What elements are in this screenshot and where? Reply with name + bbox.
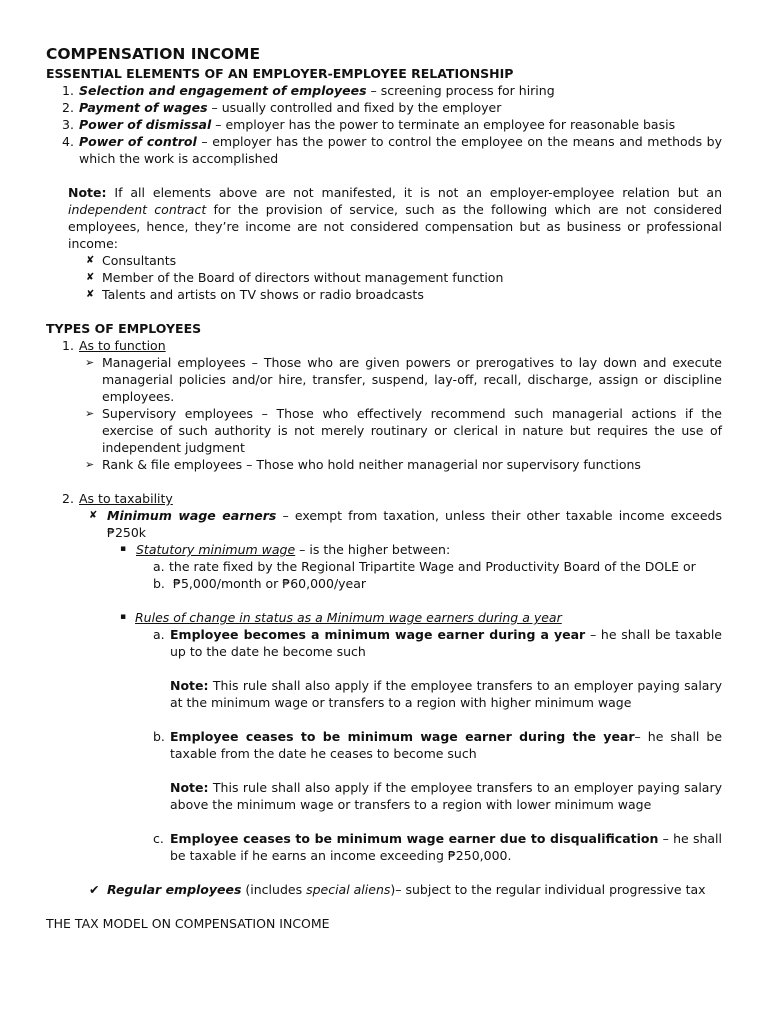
rule-note: Note: This rule shall also apply if the employee transfers to an employer paying salary at the minimum wage or transfers to a region with higher minimum wage [170, 678, 722, 710]
cross-icon: ✘ [89, 510, 98, 521]
list-item: ✘ Consultants [86, 253, 177, 268]
list-item: 4. Power of control – employer has the power to control the employee on the means and methods by which the work is accomplished [62, 134, 723, 166]
arrow-icon: ➢ [85, 458, 95, 471]
document-page [46, 44, 722, 932]
essential-list [46, 82, 722, 167]
checkmark-icon: ✔ [89, 882, 100, 897]
footer-heading: THE TAX MODEL ON COMPENSATION INCOME [46, 916, 330, 931]
function-list [46, 354, 722, 473]
types-heading: TYPES OF EMPLOYEES [46, 321, 202, 336]
note-bullets [46, 252, 722, 303]
function-heading: 1. As to function [62, 338, 166, 353]
note-paragraph: Note: If all elements above are not manifested, it is not an employer-employee relation but an independent contract for the provision of service, such as the following which are not considered employees, hence, they’re income are not considered compensation but as business or professional income: [68, 185, 723, 251]
statutory-item: ▪ Statutory minimum wage – is the higher between: [120, 542, 451, 557]
list-item: ✘ Talents and artists on TV shows or radio broadcasts [86, 287, 424, 302]
square-bullet-icon: ▪ [120, 544, 127, 554]
note-label: Note: [68, 185, 107, 200]
cross-icon: ✘ [86, 255, 95, 266]
square-bullet-icon: ▪ [120, 612, 127, 622]
rule-item: a. Employee becomes a minimum wage earner during a year – he shall be taxable up to the date he become such [153, 627, 722, 659]
list-item: ➢ Supervisory employees – Those who effectively recommend such managerial actions if the exercise of such authority is not merely routinary or clerical in nature but requires the use of independent judgment [85, 406, 722, 455]
essential-heading: ESSENTIAL ELEMENTS OF AN EMPLOYER-EMPLOYEE RELATIONSHIP [46, 66, 514, 81]
list-item: a. the rate fixed by the Regional Tripartite Wage and Productivity Board of the DOLE or [153, 559, 696, 574]
list-item: 1. Selection and engagement of employees – screening process for hiring [62, 83, 555, 98]
list-item: 3. Power of dismissal – employer has the power to terminate an employee for reasonable basis [62, 117, 676, 132]
list-item: ➢ Rank & file employees – Those who hold neither managerial nor supervisory functions [85, 457, 641, 472]
cross-icon: ✘ [86, 289, 95, 300]
cross-icon: ✘ [86, 272, 95, 283]
mwe-item: ✘ Minimum wage earners – exempt from taxation, unless their other taxable income exceeds ₱250k [89, 508, 722, 540]
list-item: ➢ Managerial employees – Those who are given powers or prerogatives to lay down and execute managerial policies and/or hire, transfer, suspend, lay-off, recall, discharge, assign or discipline employees. [85, 355, 722, 404]
arrow-icon: ➢ [85, 407, 95, 420]
arrow-icon: ➢ [85, 356, 95, 369]
rule-item: c. Employee ceases to be minimum wage earner due to disqualification – he shall be taxable if he earns an income exceeding ₱250,000. [153, 831, 723, 863]
rule-note: Note: This rule shall also apply if the employee transfers to an employer paying salary above the minimum wage or transfers to a region with lower minimum wage [170, 780, 722, 812]
list-item: ✘ Member of the Board of directors without management function [86, 270, 504, 285]
rules-item: ▪ Rules of change in status as a Minimum wage earners during a year [120, 610, 562, 625]
regular-item: ✔ Regular employees (includes special aliens)– subject to the regular individual progressive tax [89, 882, 706, 897]
taxability-heading: 2. As to taxability [62, 491, 173, 506]
list-item: b. ₱5,000/month or ₱60,000/year [153, 576, 367, 591]
list-item: 2. Payment of wages – usually controlled and fixed by the employer [62, 100, 502, 115]
rule-item: b. Employee ceases to be minimum wage earner during the year– he shall be taxable from the date he ceases to become such [153, 729, 723, 761]
page-title: COMPENSATION INCOME [46, 45, 261, 63]
